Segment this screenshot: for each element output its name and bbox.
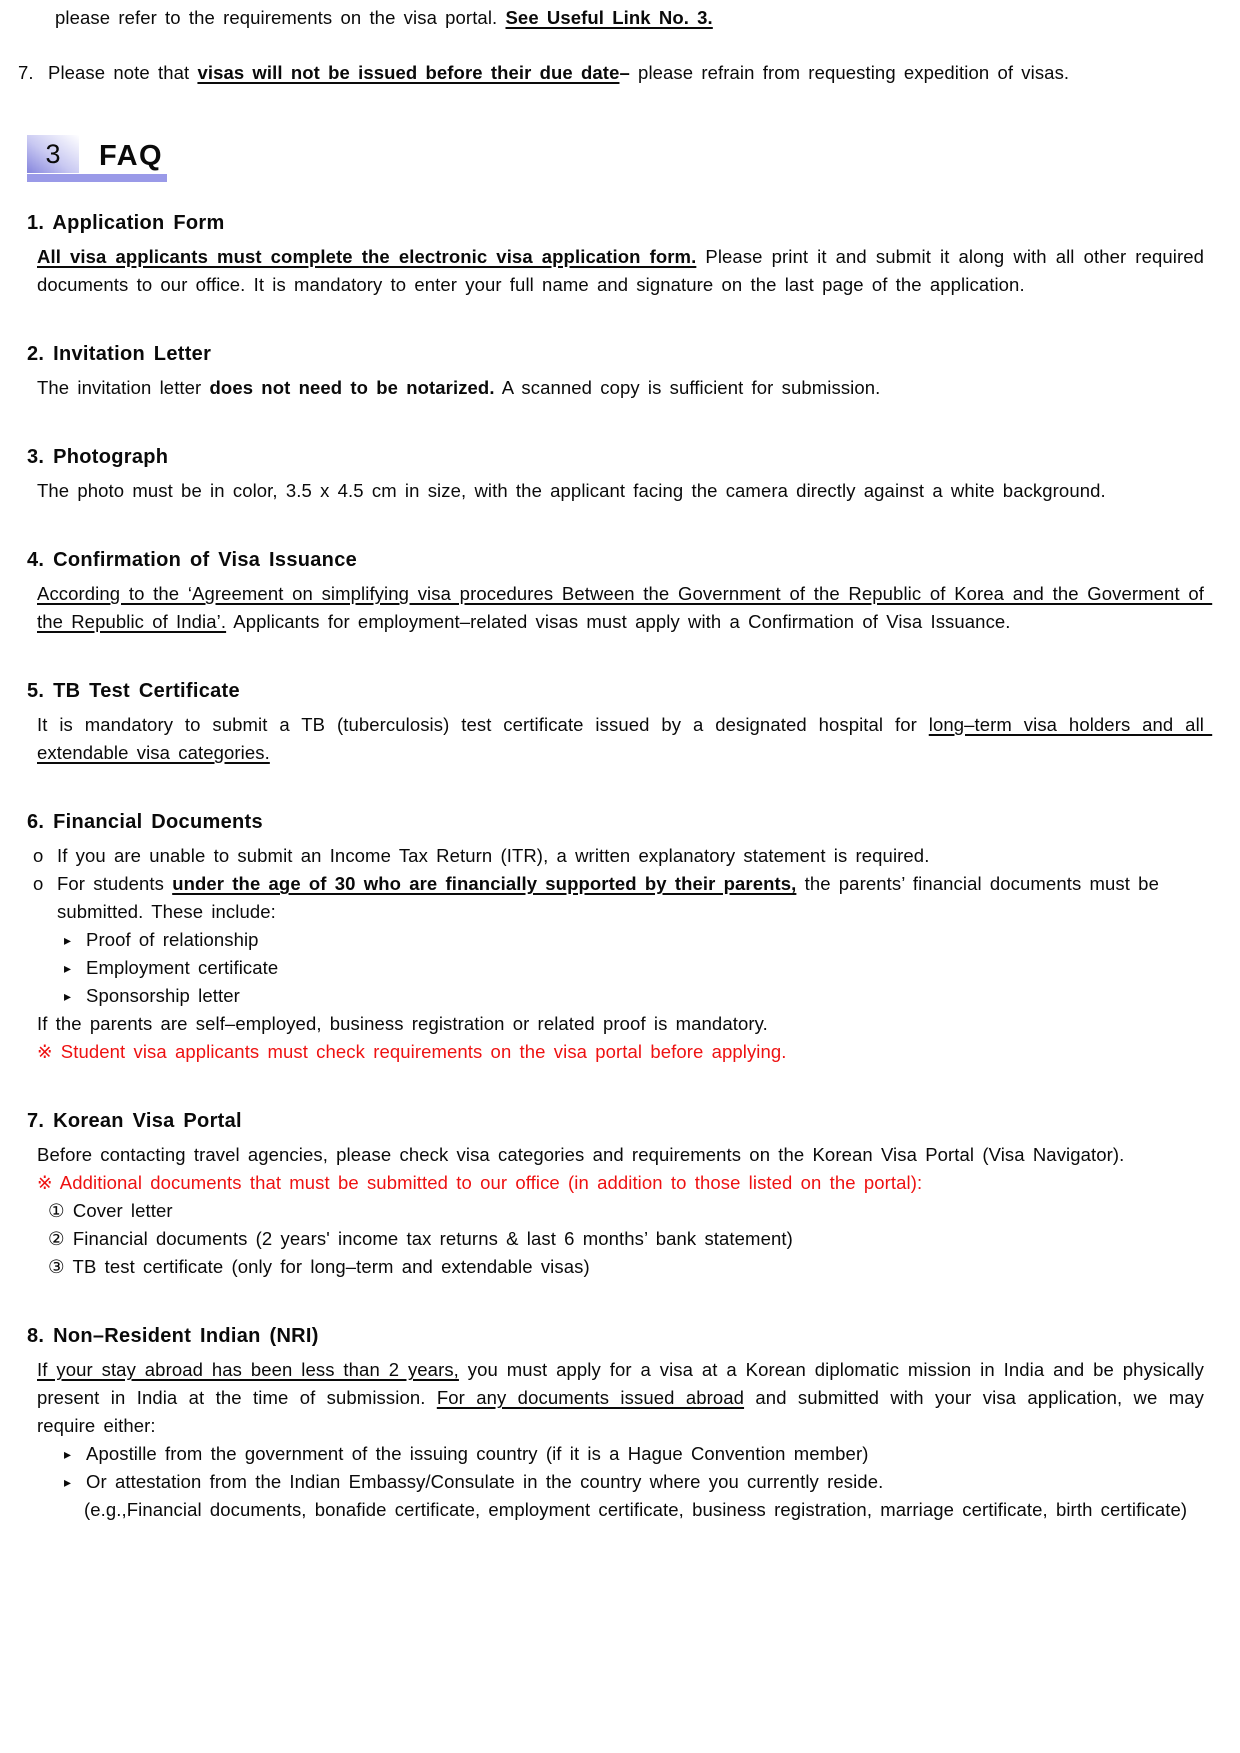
item-text: Please note that visas will not be issued before their due date– please refrain from requesting expedition of visas. <box>48 62 1070 83</box>
bullet-item <box>64 1468 1204 1496</box>
block-text: It is mandatory to submit a TB (tuberculosis) test certificate issued by a designated hospital for long–term visa holders and all extendable visa categories. <box>37 714 1213 763</box>
note-line <box>37 1169 1204 1197</box>
section-blocks <box>18 374 1204 402</box>
triangle-bullet-marker: ▸ <box>64 988 72 1004</box>
section-title: FAQ <box>99 140 164 172</box>
block-text: (e.g.,Financial documents, bonafide certificate, employment certificate, business registration, marriage certificate, birth certificate) <box>84 1499 1188 1520</box>
paragraph <box>48 1225 1204 1253</box>
section-blocks <box>18 243 1213 299</box>
paragraph <box>37 477 1204 505</box>
block-text: ② Financial documents (2 years' income tax returns & last 6 months’ bank statement) <box>48 1228 793 1249</box>
paragraph <box>37 1141 1204 1169</box>
block-text: Or attestation from the Indian Embassy/Consulate in the country where you currently reside. <box>86 1471 884 1492</box>
block-text: ① Cover letter <box>48 1200 173 1221</box>
block-text: Apostille from the government of the issuing country (if it is a Hague Convention member) <box>86 1443 869 1464</box>
section-blocks <box>18 711 1213 767</box>
section-blocks <box>18 580 1213 636</box>
note-line <box>37 1038 1204 1066</box>
faq-section <box>18 339 1204 402</box>
block-text: ③ TB test certificate (only for long–term and extendable visas) <box>48 1256 590 1277</box>
block-text: All visa applicants must complete the electronic visa application form. Please print it and submit it along with all other required documents to our office. It is mandatory to enter your full name and signature on the last page of the application. <box>37 246 1213 295</box>
section-blocks <box>18 1356 1213 1524</box>
block-text: According to the ‘Agreement on simplifying visa procedures Between the Government of the Republic of Korea and the Goverment of the Republic of India’. Applicants for employment–related visas must apply with a Confirmation of Visa Issuance. <box>37 583 1213 632</box>
block-text: If your stay abroad has been less than 2 years, you must apply for a visa at a Korean diplomatic mission in India and be physically present in India at the time of submission. For any documents issued abroad and submitted with your visa application, we may require either: <box>37 1359 1213 1436</box>
block-text: ※ Student visa applicants must check requirements on the visa portal before applying. <box>37 1041 787 1062</box>
triangle-bullet-marker: ▸ <box>64 960 72 976</box>
numbered-item-7 <box>18 59 1204 87</box>
faq-section <box>18 1106 1204 1281</box>
paragraph <box>37 1010 1204 1038</box>
paragraph <box>48 1253 1204 1281</box>
block-text: For students under the age of 30 who are financially supported by their parents, the parents’ financial documents must be submitted. These include: <box>57 873 1168 922</box>
block-text: Before contacting travel agencies, please check visa categories and requirements on the Korean Visa Portal (Visa Navigator). <box>37 1144 1125 1165</box>
block-text: Sponsorship letter <box>86 985 240 1006</box>
block-text: If you are unable to submit an Income Tax Return (ITR), a written explanatory statement is required. <box>57 845 930 866</box>
block-text: The invitation letter does not need to be notarized. A scanned copy is sufficient for submission. <box>37 377 881 398</box>
section-blocks <box>18 1141 1204 1281</box>
section-heading: 2. Invitation Letter <box>27 343 212 365</box>
block-text: Employment certificate <box>86 957 279 978</box>
block-text: The photo must be in color, 3.5 x 4.5 cm in size, with the applicant facing the camera directly against a white background. <box>37 480 1106 501</box>
block-text: Proof of relationship <box>86 929 259 950</box>
bullet-item <box>64 1440 1204 1468</box>
section-blocks <box>18 477 1204 505</box>
intro-continuation-text: please refer to the requirements on the visa portal. See Useful Link No. 3. <box>55 7 713 28</box>
block-text: If the parents are self–employed, business registration or related proof is mandatory. <box>37 1013 768 1034</box>
section-heading: 3. Photograph <box>27 446 169 468</box>
item-number: 7. <box>18 62 34 83</box>
block-text: ※ Additional documents that must be submitted to our office (in addition to those listed on the portal): <box>37 1172 923 1193</box>
paragraph <box>84 1496 1204 1524</box>
section-heading: 8. Non–Resident Indian (NRI) <box>27 1325 319 1347</box>
section-heading: 4. Confirmation of Visa Issuance <box>27 549 358 571</box>
triangle-bullet-marker: ▸ <box>64 1446 72 1462</box>
circle-bullet-marker: o <box>33 873 44 894</box>
paragraph <box>37 1356 1213 1440</box>
triangle-bullet-marker: ▸ <box>64 1474 72 1490</box>
bullet-item <box>33 842 1204 870</box>
faq-section-header <box>27 135 1204 182</box>
faq-section <box>18 807 1204 1066</box>
section-heading: 7. Korean Visa Portal <box>27 1110 242 1132</box>
faq-section <box>18 676 1213 767</box>
bullet-item <box>33 870 1204 926</box>
circle-bullet-marker: o <box>33 845 44 866</box>
paragraph <box>48 1197 1204 1225</box>
paragraph <box>37 243 1213 299</box>
faq-header-row <box>27 135 1204 173</box>
bullet-item <box>64 926 1204 954</box>
paragraph <box>37 374 1204 402</box>
bullet-item <box>64 954 1204 982</box>
section-number-badge: 3 <box>27 135 79 173</box>
section-heading: 5. TB Test Certificate <box>27 680 240 702</box>
section-blocks <box>18 842 1204 1066</box>
faq-section <box>18 442 1204 505</box>
paragraph <box>37 711 1213 767</box>
faq-section <box>18 208 1213 299</box>
section-header-underline <box>27 174 167 182</box>
bullet-item <box>64 982 1204 1010</box>
faq-sections <box>18 208 1213 1524</box>
triangle-bullet-marker: ▸ <box>64 932 72 948</box>
faq-section <box>18 545 1213 636</box>
paragraph <box>37 580 1213 636</box>
faq-section <box>18 1321 1213 1524</box>
section-heading: 1. Application Form <box>27 212 225 234</box>
section-heading: 6. Financial Documents <box>27 811 263 833</box>
